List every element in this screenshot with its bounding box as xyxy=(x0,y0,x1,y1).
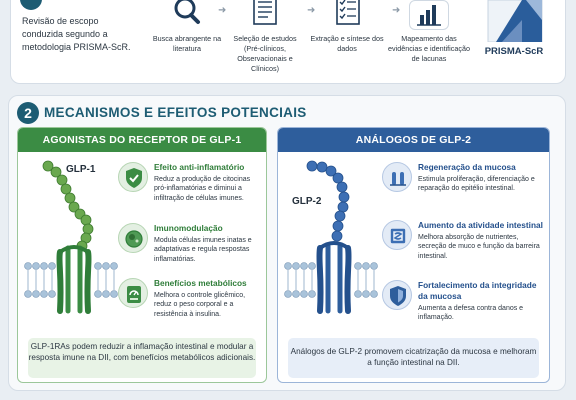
prisma-scr-label: PRISMA-ScR xyxy=(484,46,544,57)
bar-chart-icon xyxy=(409,0,449,30)
item-title: Fortalecimento da integridade da mucosa xyxy=(418,280,537,301)
item-title: Imunomodulação xyxy=(154,223,223,233)
glucose-meter-icon xyxy=(118,278,148,308)
glp2-receptor-illustration xyxy=(282,156,382,316)
step-label: Seleção de estudos (Pré-clínicos, Observacionais e Clínicos) xyxy=(233,34,297,73)
glp2-molecule-label: GLP-2 xyxy=(292,196,322,207)
item-description: Aumenta a defesa contra danos e inflamação. xyxy=(418,305,524,322)
glp1-molecule-label: GLP-1 xyxy=(66,164,96,175)
step-data-extraction xyxy=(306,0,388,54)
glp1-receptor-illustration xyxy=(22,156,122,316)
glp1-panel xyxy=(17,127,267,383)
item-title: Benefícios metabólicos xyxy=(154,278,247,288)
arrow-icon: ➜ xyxy=(218,5,227,16)
prisma-flow-illustration xyxy=(482,0,546,42)
methodology-description: Revisão de escopo conduzida segundo a metodologia PRISMA-ScR. xyxy=(22,16,131,52)
document-list-icon xyxy=(245,0,285,30)
step-label: Mapeamento das evidências e identificação de lacunas xyxy=(388,34,470,63)
glp2-item-mucosal-regeneration xyxy=(382,162,548,218)
item-title: Efeito anti-inflamatório xyxy=(154,162,245,172)
glp1-summary: GLP-1RAs podem reduzir a inflamação intestinal e modular a resposta imune na DII, com benefícios metabólicos adicionais. xyxy=(28,338,256,378)
item-description: Melhora absorção de nutrientes, secreção de muco e função da barreira intestinal. xyxy=(418,234,540,260)
magnifier-icon xyxy=(167,0,207,30)
glp1-item-anti-inflammatory xyxy=(118,162,264,218)
villi-icon xyxy=(382,162,412,192)
glp1-item-immunomodulation xyxy=(118,223,264,279)
item-description: Modula células imunes inatas e adaptativas e regula respostas inflamatórias. xyxy=(154,237,252,263)
step-label: Extração e síntese dos dados xyxy=(310,34,384,53)
glp2-item-mucosal-integrity xyxy=(382,280,548,336)
section-2-badge: 2 xyxy=(17,102,39,124)
glp1-item-metabolic xyxy=(118,278,264,334)
glp2-panel-header: ANÁLOGOS DE GLP-2 xyxy=(278,128,549,152)
immune-cell-icon xyxy=(118,223,148,253)
step-literature-search xyxy=(148,0,226,54)
glp2-panel xyxy=(277,127,550,383)
item-description: Melhora o controle glicêmico, reduz o peso corporal e a resistência à insulina. xyxy=(154,292,246,318)
checklist-icon xyxy=(327,0,367,30)
glp2-summary: Análogos de GLP-2 promovem cicatrização da mucosa e melhoram a função intestinal na DII. xyxy=(288,338,539,378)
item-description: Reduz a produção de citocinas pró-inflamatórias e diminui a infiltração de células imunes. xyxy=(154,176,251,202)
item-description: Estimula proliferação, diferenciação e reparação do epitélio intestinal. xyxy=(418,176,535,193)
step-evidence-mapping xyxy=(386,0,472,64)
glp1-panel-header: AGONISTAS DO RECEPTOR DE GLP-1 xyxy=(18,128,266,152)
intestine-icon xyxy=(382,220,412,250)
section-2-title: MECANISMOS E EFEITOS POTENCIAIS xyxy=(44,105,307,120)
shield-icon xyxy=(382,280,412,310)
arrow-icon: ➜ xyxy=(392,5,401,16)
glp2-item-intestinal-activity xyxy=(382,220,548,276)
shield-check-icon xyxy=(118,162,148,192)
arrow-icon: ➜ xyxy=(307,5,316,16)
item-title: Regeneração da mucosa xyxy=(418,162,516,172)
step-study-selection xyxy=(226,0,304,74)
item-title: Aumento da atividade intestinal xyxy=(418,220,543,230)
step-label: Busca abrangente na literatura xyxy=(152,34,222,53)
